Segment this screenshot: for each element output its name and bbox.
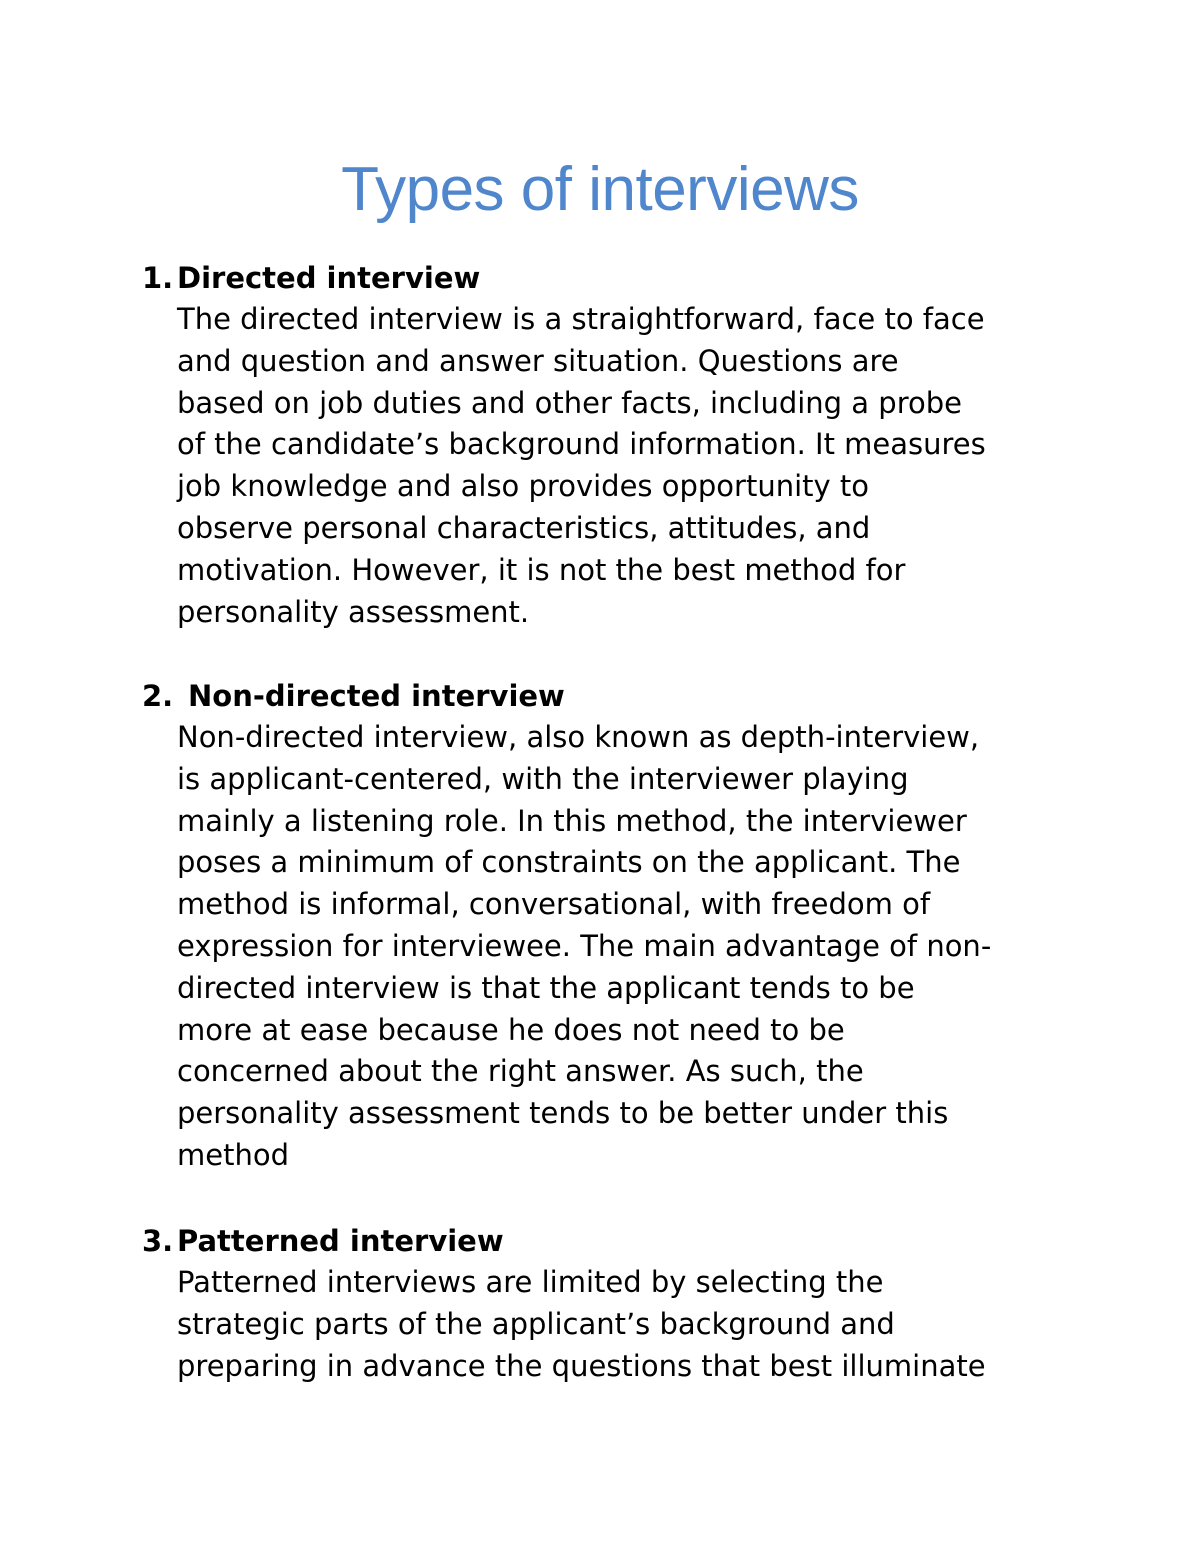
body-line: observe personal characteristics, attitudes, and <box>177 510 871 545</box>
section-title: Directed interview <box>177 261 481 295</box>
section-non-directed-interview <box>142 675 1142 1177</box>
body-line: The directed interview is a straightforward, face to face <box>177 302 985 336</box>
section-title: Patterned interview <box>177 1224 504 1258</box>
section-heading <box>142 257 1142 299</box>
body-line: Non-directed interview, also known as depth-interview, <box>177 720 980 754</box>
body-line: personality assessment. <box>177 594 530 629</box>
section-number: 2. <box>142 679 174 713</box>
section-directed-interview <box>142 257 1142 633</box>
body-line: personality assessment tends to be better under this <box>177 1096 949 1131</box>
body-line: and question and answer situation. Questions are <box>177 343 899 378</box>
section-body <box>177 717 1077 1177</box>
page-title: Types of interviews <box>341 155 859 224</box>
section-number: 3. <box>142 1224 174 1258</box>
section-heading <box>142 675 1142 717</box>
body-line: strategic parts of the applicant’s background and <box>177 1306 895 1341</box>
body-line: poses a minimum of constraints on the applicant. The <box>177 845 961 880</box>
body-line: preparing in advance the questions that best illuminate <box>177 1348 986 1383</box>
section-patterned-interview <box>142 1220 1142 1387</box>
body-line: mainly a listening role. In this method, the interviewer <box>177 803 967 838</box>
body-line: motivation. However, it is not the best method for <box>177 552 906 587</box>
body-line: of the candidate’s background information. It measures <box>177 427 986 462</box>
body-line: job knowledge and also provides opportunity to <box>177 469 870 504</box>
section-title: Non-directed interview <box>188 679 565 713</box>
body-line: method is informal, conversational, with freedom of <box>177 887 931 922</box>
body-line: Patterned interviews are limited by selecting the <box>177 1265 884 1299</box>
body-line: method <box>177 1137 289 1172</box>
body-line: expression for interviewee. The main advantage of non- <box>177 928 992 963</box>
body-line: is applicant-centered, with the interviewer playing <box>177 761 909 796</box>
body-line: based on job duties and other facts, including a probe <box>177 385 962 420</box>
body-line: more at ease because he does not need to be <box>177 1012 845 1047</box>
section-body <box>177 299 1077 633</box>
body-line: concerned about the right answer. As such, the <box>177 1054 864 1089</box>
section-heading <box>142 1220 1142 1262</box>
section-number: 1. <box>142 261 174 295</box>
body-line: directed interview is that the applicant tends to be <box>177 970 915 1005</box>
section-body <box>177 1262 1077 1387</box>
